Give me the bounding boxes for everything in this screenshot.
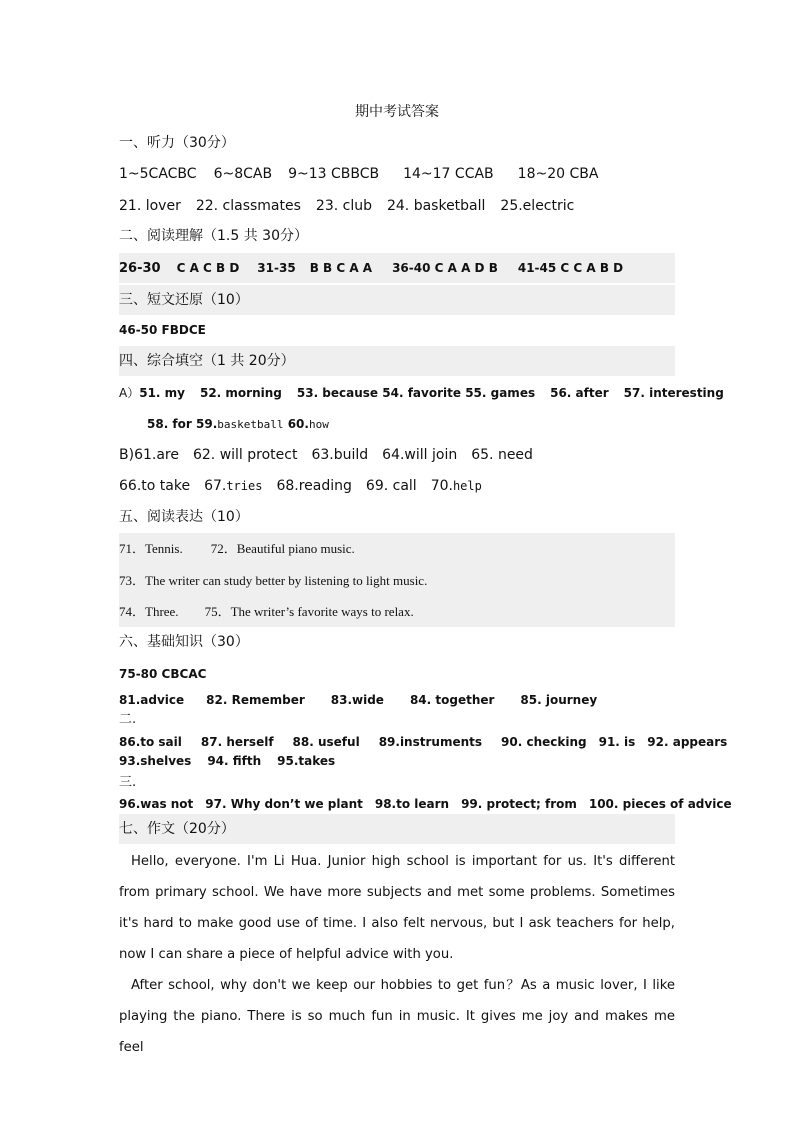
section-cloze-heading: 四、综合填空（1 共 20分）: [119, 346, 675, 376]
expression-answers-line3: 74．Three. 75．The writer’s favorite ways to relax.: [119, 596, 675, 627]
expression-answers-line2: 73．The writer can study better by listening to light music.: [119, 565, 675, 596]
basics-answers-row2: 81.advice 82. Remember 83.wide 84. together 85. journey: [119, 693, 598, 707]
cloze-answers-a-row1: A）51. my 52. morning 53. because 54. favorite 55. games 56. after 57. interesting: [119, 386, 724, 400]
cloze-answers-b-row2: 66.to take 67.tries 68.reading 69. call 70.help: [119, 478, 482, 494]
section-listening-heading: 一、听力（30分）: [119, 135, 235, 151]
section-reading-heading: 二、阅读理解（1.5 共 30分）: [119, 228, 308, 244]
basics-part3-label: 三.: [119, 775, 137, 790]
expression-answers-line1: 71．Tennis. 72．Beautiful piano music.: [119, 533, 675, 565]
essay-text: [119, 846, 675, 1063]
passage-answers-row: 46-50 FBDCE: [119, 323, 206, 337]
section-expression-heading: 五、阅读表达（10）: [119, 509, 249, 525]
cloze-answers-b-row1: B)61.are 62. will protect 63.build 64.will join 65. need: [119, 447, 533, 463]
listening-answers-row2: 21. lover 22. classmates 23. club 24. basketball 25.electric: [119, 198, 575, 214]
section-passage-heading: 三、短文还原（10）: [119, 285, 675, 315]
essay-paragraph-1: Hello, everyone. I'm Li Hua. Junior high school is important for us. It's different from primary school. We have more subjects and met some problems. Sometimes it's hard to make good use of time. I also felt nervous, but I ask teachers for help, now I can share a piece of helpful advice with you.: [119, 854, 675, 962]
essay-paragraph-2: After school, why don't we keep our hobbies to get fun？As a music lover, I like playing the piano. There is so much fun in music. It gives me joy and makes me feel: [119, 978, 675, 1055]
basics-answers-row3: 86.to sail 87. herself 88. useful 89.instruments 90. checking 91. is 92. appears: [119, 735, 728, 749]
reading-answers-row: 26-30 C A C B D 31-35 B B C A A 36-40 C A A D B 41-45 C C A B D: [119, 253, 675, 283]
listening-answers-row1: 1~5CACBC 6~8CAB 9~13 CBBCB 14~17 CCAB 18~20 CBA: [119, 166, 599, 182]
basics-answers-row1: 75-80 CBCAC: [119, 667, 207, 681]
basics-answers-row4: 93.shelves 94. fifth 95.takes: [119, 754, 336, 768]
page-title: 期中考试答案: [355, 104, 439, 120]
basics-answers-row5: 96.was not 97. Why don’t we plant 98.to learn 99. protect; from 100. pieces of advice: [119, 797, 732, 811]
basics-part2-label: 二.: [119, 712, 137, 727]
section-basics-heading: 六、基础知识（30）: [119, 634, 249, 650]
section-writing-heading: 七、作文（20分）: [119, 814, 675, 844]
cloze-answers-a-row2: 58. for 59.basketball 60.how: [147, 417, 329, 431]
